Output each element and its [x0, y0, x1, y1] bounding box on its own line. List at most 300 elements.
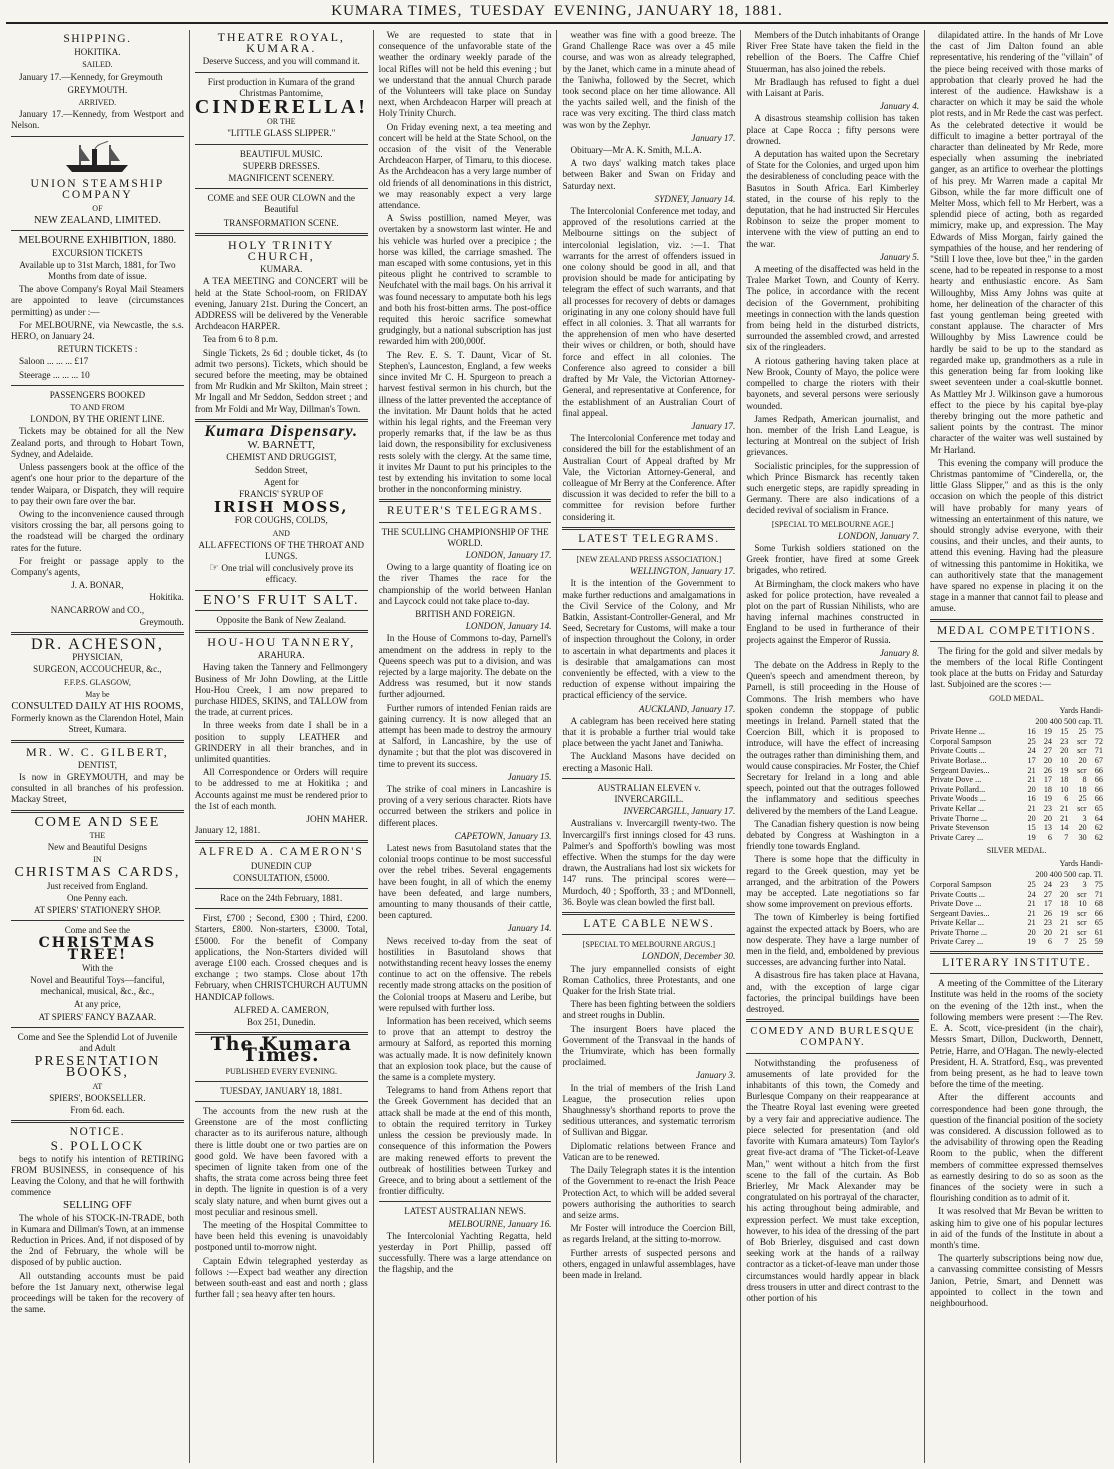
column-6 — [925, 30, 1108, 1463]
score-cell: 23 — [1043, 803, 1053, 813]
and-label: AND — [272, 528, 290, 538]
masthead-day: TUESDAY — [470, 3, 546, 19]
dateline-jan-4: January 4. — [879, 101, 920, 112]
mail-text: The above Company's Royal Mail Steamers are appointed to leave (circumstances permitting) as under :— — [11, 284, 184, 317]
comedy-heading: COMEDY AND BURLESQUE COMPANY. — [750, 1026, 915, 1049]
tea-concert-text: On Friday evening next, a tea meeting and concert will be held at the State School, on the occasion of the visit of the Venerable Archdeacon Harper, of Timaru, to this diocese. As the Archdeacon has a very large number of old friends of all denominations in this district, we may reasonably expect a very large attendance. — [378, 121, 552, 211]
silver-medal-label: SILVER MEDAL. — [986, 846, 1047, 856]
score-cell: 21 — [1027, 899, 1036, 909]
cameron-signature: ALFRED A. CAMERON, — [233, 1004, 329, 1015]
from-6d: From 6d. each. — [70, 1105, 125, 1116]
dateline-capetown: CAPETOWN, January 13. — [454, 830, 552, 841]
arrived-label: ARRIVED. — [78, 98, 117, 108]
dateline-auckland-17: AUCKLAND, January 17. — [638, 703, 736, 714]
divider — [195, 1101, 368, 1102]
shooter-name: Private Carey ... — [930, 832, 984, 842]
dateline-london-14: LONDON, January 14. — [465, 621, 552, 632]
score-cell: 71 — [1094, 889, 1103, 899]
latest-telegrams-heading: LATEST TELEGRAMS. — [578, 532, 720, 545]
masthead-date: EVENING, JANUARY 18, 1881. — [553, 3, 783, 19]
table-row — [930, 727, 1103, 737]
pointing-hand-icon: ☞ — [209, 562, 220, 575]
stock-text: The whole of his STOCK-IN-TRADE, both in Kumara and Dillman's Town, at an immense Reduction in Prices. And, if not disposed of by the 2nd of February, the whole will be disposed of by public auction. — [11, 1212, 184, 1268]
magnificent-scenery: MAGNIFICENT SCENERY. — [228, 173, 335, 184]
score-cell: 26 — [1043, 765, 1053, 775]
shooter-name: Sergeant Davies... — [930, 908, 990, 918]
melbourne-text: For MELBOURNE, via Newcastle, the s.s. HERO, on January 24. — [11, 319, 184, 342]
silver-yards-head: Yards Handi- — [1059, 858, 1103, 868]
consultation: CONSULTATION, £5000. — [233, 872, 330, 883]
table-row — [930, 746, 1103, 756]
houhou-heading: HOU-HOU TANNERY, — [207, 634, 356, 649]
score-cell: 25 — [1078, 794, 1087, 804]
score-cell: 59 — [1094, 937, 1103, 947]
bookseller: SPIERS', BOOKSELLER. — [49, 1092, 146, 1103]
score-cell: 27 — [1043, 746, 1053, 756]
medal-text: The firing for the gold and silver medals by the members of the local Rifle Contingent took place at the butts on Friday and Saturday last. Subjoined are the scores :— — [930, 645, 1103, 690]
agent-bonar-place: Hokitika. — [149, 592, 184, 603]
one-penny: One Penny each. — [67, 892, 128, 903]
athens-text: Telegrams to hand from Athens report that the Greek Government has decided that an attack shall be made at the end of this month, to obtain the required territory in Turkey unless the cession be previously made. In consequence of this information the Powers are making renewed efforts to prevent the outbreak of hostilities between Turkey and Greece, and to bring about a settlement of the frontier difficulty. — [378, 1085, 552, 1197]
agent-for: Agent for — [263, 476, 299, 487]
shooter-name: Private Henne ... — [930, 727, 985, 737]
enos-heading: ENO'S FRUIT SALT. — [203, 592, 360, 608]
column-4 — [557, 30, 741, 1463]
editorial-3: Captain Edwin telegraphed yesterday as follows :—Expect bad weather any direction between south-east and east and north ; glass further fall ; sea heavy after ten hours. — [194, 1255, 368, 1300]
coughs: FOR COUGHS, COLDS, — [234, 515, 328, 526]
in-label: IN — [93, 855, 102, 865]
socialistic-text: Socialistic principles, for the suppression of which Prince Bismarck has recently taken such energetic steps, are rapidly spreading in Germany. There are also indications of a decided revival of socialism in France. — [746, 460, 920, 516]
shooter-name: Corporal Sampson — [930, 879, 992, 889]
score-cell: 10 — [1060, 755, 1069, 765]
score-cell: 20 — [1027, 784, 1036, 794]
score-cell: 18 — [1060, 899, 1069, 909]
daunt-text: The Rev. E. S. T. Daunt, Vicar of St. Stephen's, Launceston, England, a few weeks since invited Mr C. H. Spurgeon to preach a harvest festival sermon in his church, but the illness of the latter prevented the acceptance of the invitation. Mr Daunt holds that he acted within his legal rights, and the Freeman very properly remarks that, if the law be as thus laid down, the responsibility for exclusiveness rests solely with the clergy. At the same time, it invites Mr Daunt to put his principles to the test by extending his invitation to some local brother in the nonconforming ministry. — [378, 349, 552, 495]
score-cell: scr — [1077, 746, 1087, 756]
eleven-heading: AUSTRALIAN ELEVEN v. INVERCARGILL. — [597, 782, 701, 804]
table-row — [930, 928, 1103, 938]
literary-heading: LITERARY INSTITUTE. — [942, 957, 1091, 970]
maher-signature: JOHN MAHER. — [306, 813, 368, 824]
divider — [11, 632, 184, 635]
columns — [6, 30, 1108, 1463]
late-cable-heading: LATE CABLE NEWS. — [583, 918, 715, 931]
postillion-text: A Swiss postillion, named Meyer, was overtaken by a snowstorm last winter. He and his vehicle was hurled over a precipice ; the horse was killed, the carriage smashed. The man escaped with some contusions, yet in this piteous plight he contrived to scramble to Neufchatel with the mail bags. On his arrival it was found necessary to amputate both his legs and both his frost-bitten arms. The post-office requited this heroic sacrifice somewhat grudgingly, but a national subscription has just rewarded him with 200,000f. — [378, 213, 552, 347]
excursion-text: Available up to 31st March, 1881, for Two Months from date of issue. — [19, 259, 176, 282]
column-5 — [741, 30, 925, 1463]
divider — [746, 1053, 919, 1054]
agent-bonar: J. A. BONAR, — [71, 580, 124, 591]
score-cell: 21 — [1060, 927, 1069, 937]
score-cell: 19 — [1060, 765, 1069, 775]
consulted: CONSULTED DAILY AT HIS ROOMS, — [11, 700, 184, 712]
score-cell: 75 — [1094, 879, 1103, 889]
christmas-tree: CHRISTMAS TREE! — [38, 935, 157, 963]
trial-text: In the trial of members of the Irish Land League, the prosecution relies upon Shaughnessy's shorthand reports to prove the seditious utterances, and systematic terrorism of Sullivan and Biggar. — [562, 1082, 736, 1138]
sailed-text: January 17.—Kennedy, for Greymouth — [19, 71, 163, 82]
divider — [195, 144, 368, 145]
masthead-paper: KUMARA TIMES, — [331, 3, 463, 19]
shooter-name: Private Kellar ... — [930, 803, 985, 813]
australian-news-heading: LATEST AUSTRALIAN NEWS. — [404, 1206, 526, 1217]
score-cell: 20 — [1043, 927, 1053, 937]
score-cell: 14 — [1060, 823, 1069, 833]
presentation-books: PRESENTATION BOOKS, — [34, 1054, 161, 1081]
agent-nancarrow: NANCARROW and CO., — [50, 604, 145, 615]
gilbert-text: Is now in GREYMOUTH, and may be consulted in all branches of his profession. Mackay Street, — [11, 771, 184, 805]
usc-nz: NEW ZEALAND, LIMITED. — [33, 215, 161, 227]
prizes-text: First, £700 ; Second, £300 ; Third, £200. Starters, £800. Non-starters, £3000. Total, £5000. For the benefit of Company applications, the Non-Starters divided will average £100 each. Crossed cheques and is exchange ; two stamps. Close about 17th February, when CHRISTCHURCH AUTUMN HANDICAP follows. — [194, 913, 368, 1002]
dateline-jan-3: January 3. — [696, 1070, 736, 1081]
dateline-jan-8: January 8. — [879, 647, 920, 658]
shooter-name: Private Dove ... — [930, 775, 982, 785]
walking-text: A two days' walking match takes place between Baker and Swan on Friday and Saturday next. — [562, 158, 736, 191]
arahura: ARAHURA. — [257, 650, 305, 661]
sculling-heading: THE SCULLING CHAMPIONSHIP OF THE WORLD. — [381, 526, 549, 548]
score-cell: 7 — [1064, 937, 1069, 947]
splendid-lot: Come and See the Splendid Lot of Juvenile and Adult — [17, 1031, 178, 1054]
score-cell: 19 — [1043, 727, 1053, 737]
table-row — [930, 918, 1103, 928]
divider — [195, 888, 368, 889]
dateline-jan-17: January 17. — [691, 132, 736, 143]
kumara-times-title: The Kumara Times. — [210, 1033, 352, 1067]
with-the: With the — [81, 962, 113, 973]
medal-heading: MEDAL COMPETITIONS. — [937, 624, 1097, 637]
affections: ALL AFFECTIONS OF THE THROAT AND LUNGS. — [198, 539, 364, 561]
freight-text: For freight or passage apply to the Company's agents, — [11, 555, 184, 577]
divider — [746, 1019, 919, 1022]
tralee-text: A meeting of the disaffected was held in the Tralee Market Town, and County of Kerry. The police, in accordance with the recent decision of the Government, prohibiting meetings in connection with the lands question from being held in the disturbed districts, surrounded the assembled crowd, and arrested six of the ringleaders. — [746, 264, 920, 353]
beautiful-music: BEAUTIFUL MUSIC. — [239, 148, 323, 159]
divider — [195, 188, 368, 189]
the-label: THE — [89, 830, 106, 840]
score-cell: 67 — [1094, 755, 1103, 765]
ffps: F.F.P.S. GLASGOW, — [63, 677, 131, 687]
new-designs: New and Beautiful Designs — [47, 841, 148, 852]
score-cell: 26 — [1043, 908, 1053, 918]
salford-text: Information has been received, which seems to prove that an attempt to destroy the armoury at Salford, as reported this morning was actually made. It is now definitely known that an explosion took place, but the cause of the same is a complete mystery. — [378, 1016, 552, 1083]
dateline-jan-5: January 5. — [879, 251, 920, 262]
come-see-2: Come and See the — [64, 925, 131, 936]
deputation-text: A deputation has waited upon the Secretary of State for the Colonies, and urged upon him the desirableness of concluding peace with the Basutos in South Africa. Earl Kimberley stated, in the course of his reply to the deputation, that he had instructed Sir Hercules Robinson to seize the proper moment to intervene with the view of putting an end to the war. — [746, 149, 920, 249]
score-cell: scr — [1077, 908, 1087, 918]
sculling-text: Owing to a large quantity of floating ice on the river Thames the race for the championship of the world between Hanlan and Laycock could not take place to-day. — [378, 562, 552, 606]
score-cell: 66 — [1094, 784, 1103, 794]
score-cell: 25 — [1027, 736, 1036, 746]
table-row — [930, 899, 1103, 909]
or-the: OR THE — [266, 117, 296, 127]
score-cell: 65 — [1094, 803, 1103, 813]
conference-text: The Intercolonial Conference met today, and approved of the resolutions carried at the Melbourne sittings on the subject of intercolonial legislation, viz. :—1. That warrants for the arrest of offenders issued in one colony should be good in all, and that provision should be made for anticipating by telegram the effect of such warrants, and that all processes for recovery of debts or damages originating in any one colony should have full effect in all colonies. 3. That all warrants for the apprehension of men who have deserted their wives or children, or both, should have force and effect in all colonies. The Conference also agreed to consider a bill drafted by Mr Vale, the Victorian Attorney-General, and representative at Conference, for the establishment of an Australian Court of final appeal. — [562, 206, 736, 418]
gilbert-heading: MR. W. C. GILBERT, — [26, 744, 169, 759]
score-cell: 18 — [1060, 775, 1069, 785]
score-cell: scr — [1077, 736, 1087, 746]
score-cell: 16 — [1027, 727, 1036, 737]
divider — [195, 840, 368, 843]
regatta-text: weather was fine with a good breeze. The Grand Challenge Race was over a 45 mile course, and was won as already telegraphed, by the Janet, which came in a minute ahead of the Taniwha, followed by the Secret, which took second place on her time allowance. All the yachts sailed well, and the finish of the race was very exciting. The third class match was won by the Zephyr. — [562, 30, 736, 130]
divider — [195, 590, 368, 591]
table-row — [930, 804, 1103, 814]
score-cell: 8 — [1082, 775, 1087, 785]
pantomime-text: This evening the company will produce the Christmas pantomime of "Cinderella, or, the little Glass Slipper," and as this is the only occasion on which the people of this district will have probably for many years of witnessing an entertainment of this nature, we should strongly advise everyone, with their cousins, and their uncles, and their aunts, to attend this evening. Having had the pleasure of witnessing this pantomime in Hokitika, we can authoritively state that the management have spared no expense in placing it on the stage in a manner that cannot fail to please and amuse. — [930, 457, 1103, 614]
collision-text: A disastrous steamship collision has taken place at Cape Rocca ; fifty persons were drowned. — [746, 113, 920, 146]
score-cell: 17 — [1043, 899, 1053, 909]
literary-text: A meeting of the Committee of the Literary Institute was held in the rooms of the society on the evening of the 12th inst., when the following members were present :—The Rev. E. A. Scott, vice-president (in the chair), Messrs Smart, Dillon, Duckworth, Dennett, Petrie, Harre, and O'Hagan. The newly-elected President, H. A. Stratford, Esq., was prevented from being present, as he had to leave town before the time of the meeting. — [930, 978, 1103, 1090]
score-cell: 20 — [1027, 813, 1036, 823]
table-row — [930, 880, 1103, 890]
riotous-text: A riotous gathering having taken place at New Brook, County of Mayo, the police were compelled to charge the rioters with their bayonets, and several persons were seriously wounded. — [746, 355, 920, 411]
score-cell: 20 — [1027, 927, 1036, 937]
score-cell: 64 — [1094, 813, 1103, 823]
silver-cols-head: 200 400 500 cap. Tl. — [1035, 869, 1103, 879]
score-cell: 68 — [1094, 899, 1103, 909]
dentist: DENTIST, — [77, 759, 117, 770]
fenian-text: Further rumors of intended Fenian raids are gaining currency. It is now alleged that an attempt has been made to destroy the armoury at Salford, in Lancashire, by the use of dynamite ; but that the plot was discovered in time to prevent its success. — [378, 702, 552, 769]
divider — [930, 951, 1103, 954]
british-foreign-heading: BRITISH AND FOREIGN. — [415, 608, 515, 619]
conference-2-text: The Intercolonial Conference met today and considered the bill for the establishment of an Australian Court of Appeal drafted by Mr Vale, the Victorian Attorney-General, and colleague of Mr Berry at the Conference. After discussion it was decided to refer the bill to a committee for revision before further considering it. — [562, 433, 736, 522]
score-cell: 19 — [1060, 908, 1069, 918]
pollock-text: begs to notify his intention of RETIRING FROM BUSINESS, in consequence of his Leaving the Colony, and that he will forthwith commence — [11, 1153, 184, 1198]
score-cell: 65 — [1094, 918, 1103, 928]
saloon-fare: Saloon ... ... ... £17 — [19, 356, 89, 367]
comedy-text: Notwithstanding the profuseness of amusements of late provided for the inhabitants of this town, the Comedy and Burlesque Company on their reappearance at the Theatre Royal last evening were greeted by a very fair and appreciative audience. The piece selected for presentation (and old favorite with Kumara amateurs) Tom Taylor's great five-act drama of "The Ticket-of-Leave Man," went without a hitch from the first scene to the fall of the curtain. As Bob Brierley, Mr Mack Alexander may be congratulated on his portrayal of the character, his acting throughout being admirable, and expression perfect. We must take exception, however, to his idea of the dressing of the part of Bob Brierley, disguised and cast down seeking work at the hands of a railway contractor as a ticket-of-leave man under those circumstances would hardly appear in black dress trousers in utter and direct contrast to the other portion of his — [746, 1057, 920, 1303]
score-cell: 66 — [1094, 794, 1103, 804]
dateline-sydney-14: SYDNEY, January 14. — [654, 193, 736, 204]
cablegram-text: A cablegram has been received here stating that it is probable a further trial would take place between the yacht Janet and Taniwha. — [562, 715, 736, 749]
dateline-london-7: LONDON, January 7. — [837, 530, 920, 541]
divider — [930, 619, 1103, 622]
divider — [379, 499, 552, 502]
score-cell: 62 — [1094, 832, 1103, 842]
usc-title: UNION STEAMSHIP COMPANY — [30, 177, 165, 201]
column-2 — [190, 30, 374, 1463]
score-cell: 21 — [1027, 775, 1036, 785]
divider — [930, 641, 1103, 642]
basutoland-text: News received to-day from the seat of hostilities in Basutoland shows that notwithstanding recent heavy losses the enemy continue to act on the offensive. The rebels recently made strong attacks on the position of the Colonial troops at Maseru and Leribe, but were repulsed with further loss. — [378, 935, 552, 1013]
divider — [379, 1201, 552, 1202]
accounts-text: All outstanding accounts must be paid before the 1st January next, otherwise legal proceedings will be taken for the recovery of the same. — [11, 1270, 184, 1315]
score-cell: 20 — [1043, 813, 1053, 823]
score-cell: scr — [1077, 803, 1087, 813]
shooter-name: Private Stevenson — [930, 823, 990, 833]
barnett: W. BARNETT, — [247, 439, 315, 452]
table-row — [930, 890, 1103, 900]
review-text: dilapidated attire. In the hands of Mr Love the cast of Jim Dalton found an able representative, his rendering of the "villain" of the piece being received with those marks of approbation that clearly proved he had the interest of the audience. Hawkshaw is a character on which it may be said the whole plot rests, and in Mr Rede the cast was perfect. As the celebrated detective it would be difficult to imagine a better portrayal of the character than delineated by Mr Rede, more especially when assuming the inebriated ganger, as an artifice to overhear the plottings of his prey. Mr Warren made a capital Mr Gibson, while the far more difficult one of Melter Moss, which fell to Mr Herbert, was a splendid piece of acting, both as regarded mimicry, make up, and expression. The May Edwards of Miss Morgan, fairly gained the sympathies of the house, and her rendering of "Still I love thee, love but thee," in the garden scene, had to be repeated in response to a most hearty and enthusiastic encore. As Sam Willoughby, Miss Amy Johns was quite at home, her delineation of the character of this fast young gentleman being greeted with constant applause. The character of Mrs Willoughby by Miss Lawrence could be hardly be said to be up to the standard as regarded make up, grandmothers as a rule in this generation being far from looking like sweet seventeen under a coal-skuttle bonnet. As Mattley Mr J. Wilkinson gave a humorous effect to the piece by his capital bye-play thereby bringing out the more pathetic and salient points by the contrast. The minor character of the waiter was well sustained by Mr Harland. — [930, 30, 1103, 455]
bradlaugh-text: Mr Bradlaugh has refused to fight a duel with Laisant at Paris. — [746, 76, 920, 99]
divider — [562, 549, 735, 550]
physician: PHYSICIAN, — [72, 652, 123, 663]
cricket-text: Australians v. Invercargill twenty-two. The Invercargill's first innings closed for 43 runs. Palmer's and Spofforth's bowling was most effective. When the stumps for the day were drawn, the Australians had lost six wickets for 147 runs. The principal scores were—Murdoch, 40 ; Spofforth, 33 ; and M'Donnell, 36. Boyle was clean bowled the first ball. — [562, 818, 736, 907]
score-cell: 66 — [1094, 908, 1103, 918]
table-row — [930, 775, 1103, 785]
divider — [195, 419, 368, 422]
shooter-name: Private Woods ... — [930, 794, 986, 804]
orange-river-text: Members of the Dutch inhabitants of Orange River Free State have taken the field in the rebellion of the Boers. The Caffre Chief Stuuerman, has also joined the rebels. — [746, 30, 920, 74]
divider — [11, 920, 184, 921]
passengers-heading: PASSENGERS BOOKED — [49, 389, 146, 400]
table-row — [930, 785, 1103, 795]
arrived-text: January 17.—Kennedy, from Westport and Nelson. — [11, 109, 184, 131]
arrests-text: Further arrests of suspected persons and others, engaged in unlawful assemblages, have been made in Ireland. — [562, 1247, 736, 1280]
rifles-text: We are requested to state that in consequence of the unfavorable state of the weather the ordinary weekly parade of the local Rifles will not be held this evening ; but we understand that the annual Church parade of the Volunteers will take place on Sunday next, when Archdeacon Harper will preach at Holy Trinity Church. — [378, 30, 552, 119]
table-row — [930, 766, 1103, 776]
havana-text: A disastrous fire has taken place at Havana, and, with the exception of large cigar factories, the principal buildings have been destroyed. — [746, 970, 920, 1015]
excursion-heading: EXCURSION TICKETS — [52, 247, 143, 258]
divider — [562, 778, 735, 779]
score-cell: 19 — [1027, 832, 1036, 842]
shooter-name: Sergeant Davies... — [930, 765, 990, 775]
theatre-heading: THEATRE ROYAL, KUMARA. — [217, 30, 345, 56]
score-cell: 16 — [1027, 794, 1036, 804]
redpath-text: James Redpath, American journalist, and hon. member of the Irish Land League, is lecturing at Montreal on the subject of Irish grievances. — [746, 413, 920, 458]
score-cell: 21 — [1027, 908, 1036, 918]
score-cell: scr — [1077, 927, 1087, 937]
deserve: Deserve Success, and you will command it. — [202, 56, 360, 67]
steamship-icon — [62, 141, 132, 175]
score-cell: 21 — [1027, 803, 1036, 813]
fighting-text: There has been fighting between the soldiers and street roughs in Dublin. — [562, 999, 736, 1021]
seddon-street: Seddon Street, — [254, 464, 308, 475]
tickets-text: Tickets may be obtained for all the New Zealand ports, and through to Hobart Town, Sydney, and Adelaide. — [11, 426, 184, 459]
silver-medal-table — [930, 880, 1103, 947]
score-cell: 20 — [1060, 746, 1069, 756]
tea-time: Tea from 6 to 8 p.m. — [202, 334, 278, 345]
score-cell: 21 — [1027, 918, 1036, 928]
spiers-stationery: AT SPIERS' STATIONERY SHOP. — [33, 905, 161, 915]
argus-label: [SPECIAL TO MELBOURNE ARGUS.] — [582, 940, 716, 950]
cameron-heading: ALFRED A. CAMERON'S — [198, 846, 364, 859]
score-cell: 71 — [1094, 746, 1103, 756]
at-label: AT — [92, 1081, 103, 1091]
column-1 — [6, 30, 190, 1463]
table-row — [930, 794, 1103, 804]
score-cell: 21 — [1060, 803, 1069, 813]
score-cell: 75 — [1094, 727, 1103, 737]
divider — [11, 1027, 184, 1028]
score-cell: 15 — [1027, 823, 1036, 833]
chemist: CHEMIST AND DRUGGIST, — [226, 452, 337, 463]
any-price: At any price, — [74, 999, 121, 1010]
divider — [11, 136, 184, 137]
divider — [11, 385, 184, 386]
shooter-name: Corporal Sampson — [930, 736, 992, 746]
score-cell: 21 — [1060, 918, 1069, 928]
melbourne-age-label: [SPECIAL TO MELBOURNE AGE.] — [771, 519, 894, 529]
three-weeks-text: In three weeks from date I shall be in a position to supply LEATHER and GRINDERY in all their branches, and in unlimited quantities. — [194, 720, 368, 764]
forster-text: Mr Foster will introduce the Coercion Bill, as regards Ireland, at the sitting to-morrow. — [562, 1223, 736, 1245]
shooter-name: Private Coutts ... — [930, 746, 985, 756]
come-see-heading: COME AND SEE — [34, 814, 161, 830]
dateline-jan-17b: January 17. — [691, 420, 736, 431]
table-row — [930, 823, 1103, 833]
glass-slipper: "LITTLE GLASS SLIPPER." — [227, 128, 336, 139]
shooter-name: Private Coutts ... — [930, 889, 985, 899]
divider — [379, 522, 552, 523]
hokitika-heading: HOKITIKA. — [74, 47, 121, 58]
steerage-fare: Steerage ... ... ... 10 — [19, 369, 90, 380]
capetown-text: Latest news from Basutoland states that the colonial troops continue to be most successful over the rebel tribes. Several engagements have been fought, in all of which the enemy have been defeated, and large numbers, amounting to many thousands of their cattle, been captured. — [378, 843, 552, 921]
masons-text: The Auckland Masons have decided on erecting a Masonic Hall. — [562, 751, 736, 773]
score-cell: scr — [1077, 889, 1087, 899]
birmingham-text: At Birmingham, the clock makers who have asked for police protection, have revealed a plot on the part of Russian Nihilists, who are having infernal machines constructed in England to be used in furtherance of their projects against the Emperor of Russia. — [746, 578, 920, 645]
boers-text: The insurgent Boers have placed the Government of the Transvaal in the hands of the Triumvirate, which has been formally proclaimed. — [562, 1023, 736, 1068]
greymouth-heading: GREYMOUTH. — [67, 84, 128, 95]
score-cell: 23 — [1043, 918, 1053, 928]
kimberley-text: The town of Kimberley is being fortified against the expected attack by Boers, who are now desperate. They have a large number of men in the field, and, emboldened by previous successes, are advancing further into Natal. — [746, 912, 920, 968]
commons-text: In the House of Commons to-day, Parnell's amendment on the address in reply to the Queens speech was put to a division, and was rejected by a large majority. The debate on the Address was resumed, but it now stands further adjourned. — [378, 633, 552, 700]
clown-text: COME and SEE OUR CLOWN and the Beautiful — [207, 193, 355, 215]
divider — [11, 740, 184, 743]
novel-toys: Novel and Beautiful Toys—fanciful, mechanical, musical, &c., &c., — [30, 975, 165, 997]
superb-dresses: SUPERB DRESSES. — [242, 160, 320, 171]
dateline-wellington-17: WELLINGTON, January 17. — [629, 566, 736, 577]
divider — [562, 912, 735, 915]
divider — [195, 630, 368, 633]
resolved-text: It was resolved that Mr Bevan be written to asking him to give one of his popular lectures in aid of the funds of the Institute in about a month's time. — [930, 1206, 1103, 1250]
score-cell: 17 — [1027, 755, 1036, 765]
holy-trinity-place: KUMARA. — [260, 264, 303, 275]
score-cell: 27 — [1043, 889, 1053, 899]
shooter-name: Private Carey ... — [930, 937, 984, 947]
reuters-heading: REUTER'S TELEGRAMS. — [386, 505, 544, 518]
score-cell: 30 — [1078, 832, 1087, 842]
first-production: First production in Kumara of the grand Christmas Pantomime, — [207, 76, 355, 98]
formerly-text: Formerly known as the Clarendon Hotel, Main Street, Kumara. — [11, 713, 184, 735]
score-cell: 25 — [1078, 727, 1087, 737]
quarterly-text: The quarterly subscriptions being now due, a canvassing committee consisting of Messrs Janion, Petrie, Smart, and Dennett was appointed to collect in the town and neighbourhood. — [930, 1253, 1103, 1308]
dateline-london-17: LONDON, January 17. — [465, 549, 552, 560]
score-cell: 6 — [1064, 794, 1069, 804]
score-cell: 21 — [1027, 765, 1036, 775]
dateline-jan-15: January 15. — [507, 771, 552, 782]
just-received: Just received from England. — [46, 880, 148, 891]
government-text: It is the intention of the Government to make further reductions and amalgamations in the Civil Service of the Colony, and Mr Batkin, Assistant-Controller-General, and Mr Seed, Secretary for Customs, will make a tour of inspection throughout the Colony, in order to ascertain in what departments and places it is desirable that amalgamations can most conveniently be effected, with a view to the reduction of expense without impairing the practical efficiency of the service. — [562, 578, 736, 701]
telegraph-text: The Daily Telegraph states it is the intention of the Government to re-enact the Irish Peace Protection Act, to which will be added several powers authorising the authorities to search and seize arms. — [562, 1165, 736, 1220]
orient-line: LONDON, BY THE ORIENT LINE. — [30, 414, 165, 425]
irish-moss: IRISH MOSS, — [214, 498, 349, 517]
score-cell: scr — [1077, 918, 1087, 928]
agent-nancarrow-place: Greymouth. — [139, 616, 184, 627]
unless-text: Unless passengers book at the office of the agent's one hour prior to the departure of the tender Waipara, or Dispatch, they will require to pay their own fare over the bar. — [11, 462, 184, 506]
divider — [11, 810, 184, 813]
acheson-heading: DR. ACHESON, — [30, 635, 164, 653]
score-cell: 18 — [1043, 784, 1053, 794]
masthead — [6, 0, 1108, 24]
score-cell: 20 — [1078, 823, 1087, 833]
dateline-london-30: LONDON, December 30. — [641, 951, 736, 962]
fancy-bazaar: AT SPIERS' FANCY BAZAAR. — [38, 1011, 157, 1022]
surgeon: SURGEON, ACCOUCHEUR, &c., — [33, 664, 162, 675]
score-cell: 17 — [1043, 775, 1053, 785]
divider — [11, 230, 184, 231]
table-row — [930, 737, 1103, 747]
table-row — [930, 833, 1103, 843]
shooter-name: Private Kellar ... — [930, 918, 985, 928]
to-from: TO AND FROM — [70, 403, 125, 413]
dispensary-heading: Kumara Dispensary. — [204, 422, 358, 440]
table-row — [930, 937, 1103, 947]
gold-medal-label: GOLD MEDAL. — [989, 693, 1044, 703]
cameron-box: Box 251, Dunedin. — [246, 1017, 316, 1028]
score-cell: 23 — [1060, 736, 1069, 746]
selling-off: SELLING OFF — [63, 1199, 132, 1212]
gold-yards-head: Yards Handi- — [1059, 705, 1103, 715]
shooter-name: Private Thorne ... — [930, 813, 988, 823]
race-date: Race on the 24th February, 1881. — [220, 893, 343, 903]
score-cell: 25 — [1027, 879, 1036, 889]
